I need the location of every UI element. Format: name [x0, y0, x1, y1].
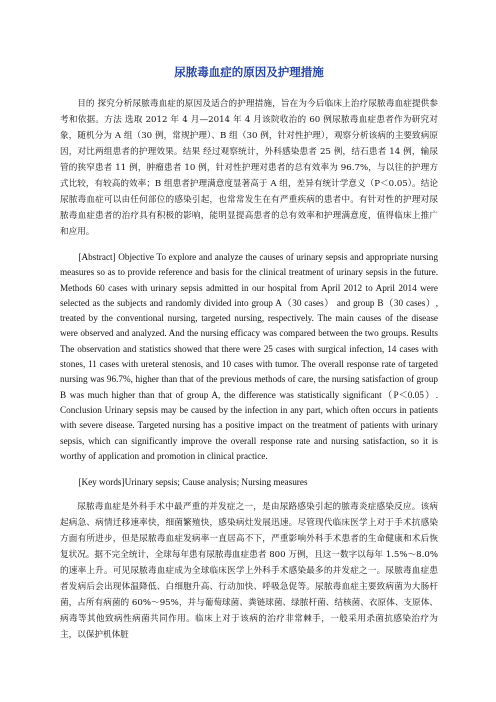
body-paragraph: 尿脓毒血症是外科手术中最严重的并发症之一，是由尿路感染引起的脓毒炎症感染反应。该病起病急、病情迁移速率快，细菌繁殖快，感染病灶发展迅速。尽管现代临床医学上对于手术抗感染方面有所进步，但是尿脓毒血症发病率一直居高不下，严重影响外科手术患者的生命健康和术后恢复状况。据不完全统计，全球每年患有尿脓毒血症患者 800 万例，且这一数字以每年 1.5%～8.0%的速率上升。可见尿脓毒血症成为全球临床医学上外科手术感染最多的并发症之一。尿脓毒血症患者发病后会出现体温降低、白细胞升高、行动加快、呼吸急促等。尿脓毒血症主要致病菌为大肠杆菌，占所有病菌的 60%～95%，并与葡萄球菌、粪链球菌、绿脓杆菌、结核菌、衣原体、支原体、病毒等其他致病性病菌共同作用。临床上对于该病的治疗非常棘手，一般采用杀菌抗感染治疗为主，以保护机体脏 — [60, 502, 438, 641]
keywords: [Key words]Urinary sepsis; Cause analysis; Nursing measures — [78, 477, 308, 488]
document-page — [60, 0, 438, 643]
chinese-abstract: 目的 探究分析尿脓毒血症的原因及适合的护理措施，旨在为今后临床上治疗尿脓毒血症提供参考和依据。方法 选取 2012 年 4 月—2014 年 4 月该院收治的 60 例尿脓毒血症患者作为研究对象，随机分为 A 组（30 例，常规护理）、B 组（30 例，针对性护理），观察分析该病的主要致病原因，对比两组患者的护理效果。结果 经过观察统计，外科感染患者 25 例，结石患者 14 例，输尿管的狭窄患者 11 例，肿瘤患者 10 例，针对性护理对患者的总有效率为 96.7%，与以往的护理方式比较，有较高的效率；B 组患者护理满意度显著高于 A 组，差异有统计学意义（P＜0.05）。结论 尿脓毒血症可以由任何部位的感染引起，也常常发生在有严重疾病的患者中。有针对性的护理对尿脓毒血症患者的治疗具有积极的影响，能明显提高患者的总有效率和护理满意度，值得临床上推广和应用。 — [60, 99, 438, 237]
document-title: 尿脓毒血症的原因及护理措施 — [174, 65, 324, 79]
english-abstract: [Abstract] Objective To explore and analyze the causes of urinary sepsis and appropriate nursing measures so as to provide reference and basis for the clinical treatment of urinary sepsis in the future. Methods 60 cases with urinary sepsis admitted in our hospital from April 2012 to April 2014 were selected as the subjects and randomly divided into group A（30 cases） and group B（30 cases）, treated by the conventional nursing, targeted nursing, respectively. The main causes of the disease were observed and analyzed. And the nursing efficacy was compared between the two groups. Results The observation and statistics showed that there were 25 cases with surgical infection, 14 cases with stones, 11 cases with ureteral stenosis, and 10 cases with tumor. The overall response rate of targeted nursing was 96.7%, higher than that of the previous methods of care, the nursing satisfaction of group B was much higher than that of group A, the difference was statistically significant（P＜0.05）. Conclusion Urinary sepsis may be caused by the infection in any part, which often occurs in patients with severe disease. Targeted nursing has a positive impact on the treatment of patients with urinary sepsis, which can significantly improve the overall response rate and nursing satisfaction, so it is worthy of application and promotion in clinical practice. — [60, 252, 438, 461]
